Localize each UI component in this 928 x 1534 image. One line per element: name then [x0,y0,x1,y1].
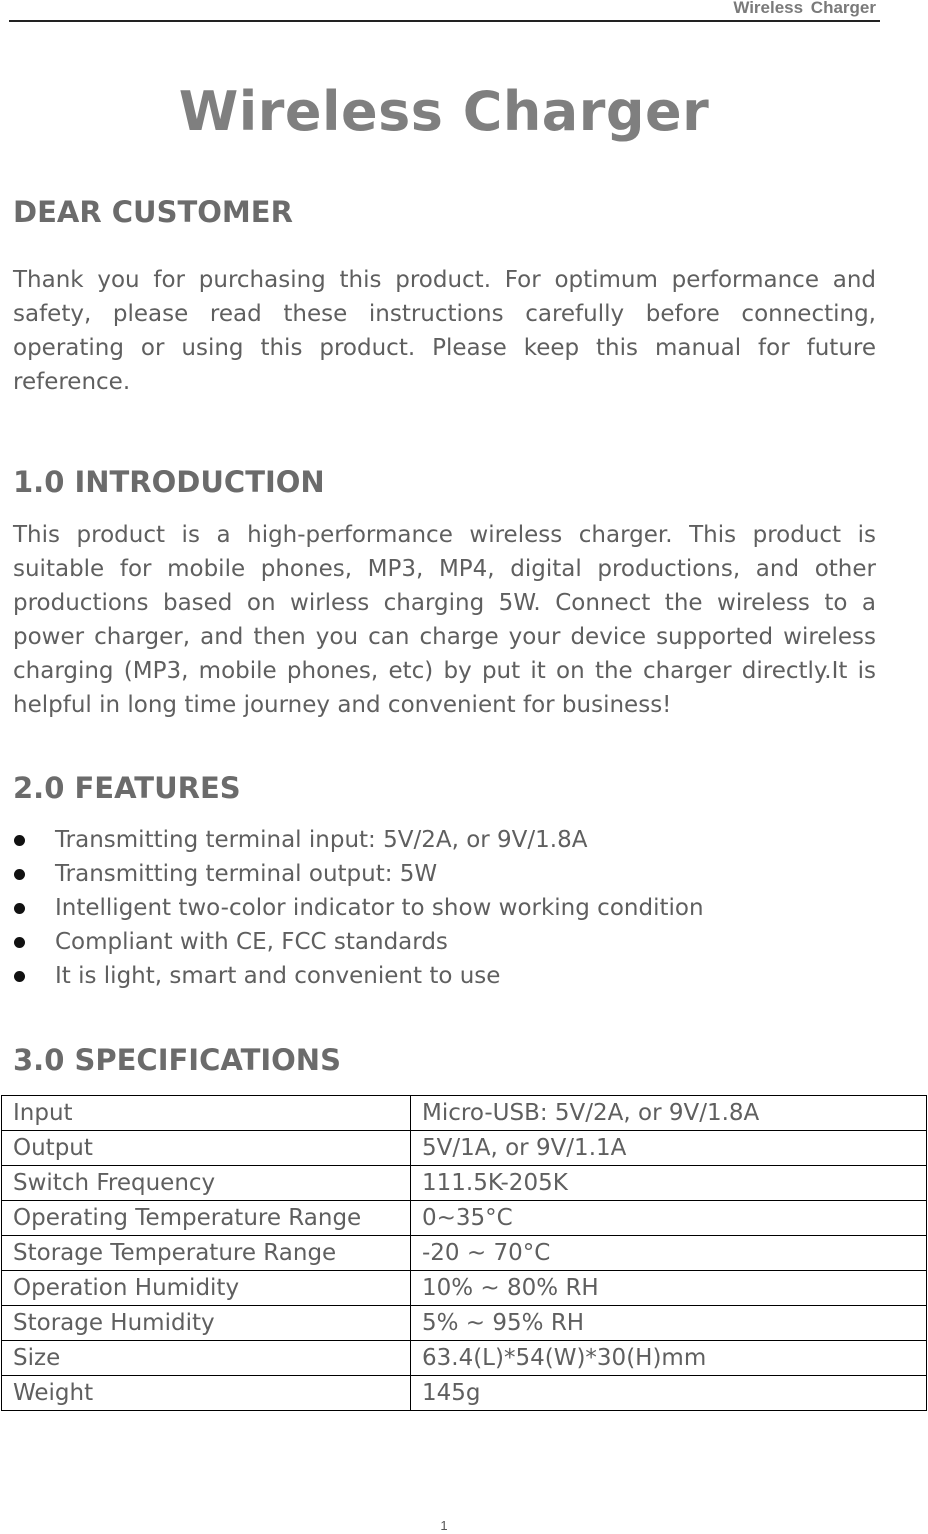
spec-label: Switch Frequency [2,1166,411,1201]
header-rule [9,20,880,22]
specifications-table [1,1095,927,1411]
spec-value: 10% ~ 80% RH [411,1271,927,1306]
spec-label: Storage Temperature Range [2,1236,411,1271]
table-row [2,1236,927,1271]
spec-label: Size [2,1341,411,1376]
spec-value: 145g [411,1376,927,1411]
bullet-icon [14,835,25,846]
spec-value: -20 ~ 70°C [411,1236,927,1271]
table-row [2,1376,927,1411]
spec-value: 0~35°C [411,1201,927,1236]
document-title: Wireless Charger [178,80,710,143]
spec-value: 63.4(L)*54(W)*30(H)mm [411,1341,927,1376]
dear-customer-heading: DEAR CUSTOMER [13,195,293,229]
features-heading: 2.0 FEATURES [13,771,241,805]
feature-item [13,959,704,993]
spec-label: Weight [2,1376,411,1411]
features-list [13,823,704,993]
table-row [2,1341,927,1376]
spec-label: Storage Humidity [2,1306,411,1341]
feature-text: It is light, smart and convenient to use [55,963,501,989]
spec-label: Input [2,1096,411,1131]
bullet-icon [14,937,25,948]
page-number: 1 [440,1518,448,1533]
specifications-heading: 3.0 SPECIFICATIONS [13,1043,341,1077]
spec-value: 111.5K-205K [411,1166,927,1201]
table-row [2,1096,927,1131]
table-row [2,1201,927,1236]
introduction-heading: 1.0 INTRODUCTION [13,465,325,499]
table-row [2,1271,927,1306]
spec-label: Operating Temperature Range [2,1201,411,1236]
feature-text: Compliant with CE, FCC standards [55,929,448,955]
table-row [2,1131,927,1166]
dear-customer-paragraph: Thank you for purchasing this product. For optimum performance and safety, please read these instructions carefully before connecting, operating or using this product. Please keep this manual for future reference. [13,267,876,395]
spec-label: Operation Humidity [2,1271,411,1306]
spec-value: Micro-USB: 5V/2A, or 9V/1.8A [411,1096,927,1131]
feature-text: Intelligent two-color indicator to show working condition [55,895,704,921]
bullet-icon [14,869,25,880]
table-row [2,1166,927,1201]
table-row [2,1306,927,1341]
bullet-icon [14,903,25,914]
spec-label: Output [2,1131,411,1166]
spec-value: 5V/1A, or 9V/1.1A [411,1131,927,1166]
feature-text: Transmitting terminal output: 5W [55,861,438,887]
spec-value: 5% ~ 95% RH [411,1306,927,1341]
introduction-paragraph: This product is a high-performance wireless charger. This product is suitable for mobile phones, MP3, MP4, digital productions, and other productions based on wirless charging 5W. Connect the wireless to a power charger, and then you can charge your device supported wireless charging (MP3, mobile phones, etc) by put it on the charger directly.It is helpful in long time journey and convenient for business! [13,522,876,718]
feature-item [13,891,704,925]
bullet-icon [14,971,25,982]
feature-item [13,823,704,857]
running-header: Wireless Charger [733,0,876,17]
feature-item [13,925,704,959]
feature-item [13,857,704,891]
feature-text: Transmitting terminal input: 5V/2A, or 9V/1.8A [55,827,588,853]
